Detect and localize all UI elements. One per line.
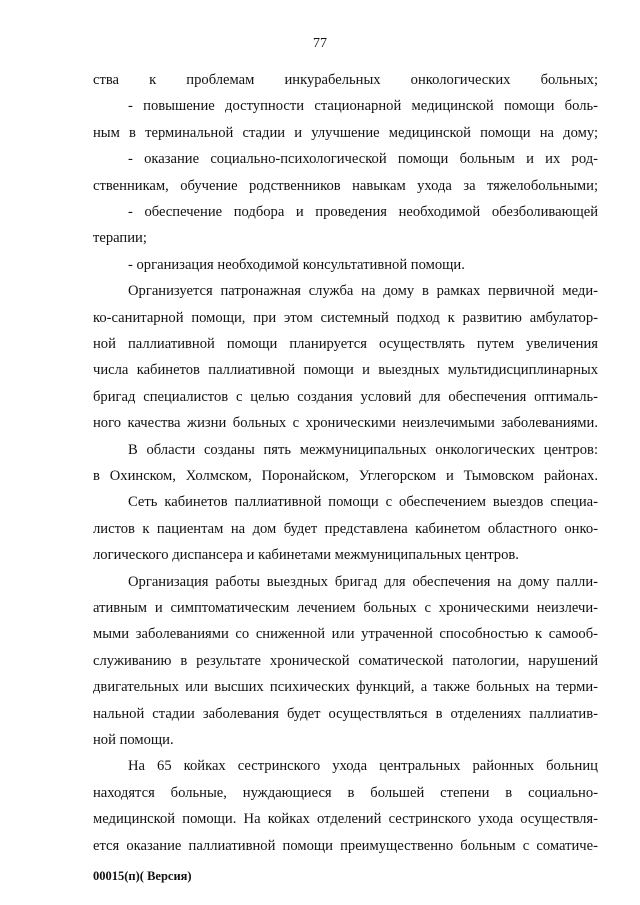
text-line: двигательных или высших психических функций, а также больных на терми- xyxy=(93,679,598,696)
text-line: терапии; xyxy=(93,230,147,247)
text-line: ативным и симптоматическим лечением больных с хроническими неизлечи- xyxy=(93,600,598,616)
text-line: ко-санитарной помощи, при этом системный подход к развитию амбулатор- xyxy=(93,309,598,326)
text-line: листов к пациентам на дом будет представлена кабинетом областного онко- xyxy=(93,520,598,537)
text-line: ной паллиативной помощи планируется осуществлять путем увеличения xyxy=(93,336,598,352)
footer-version: 00015(п)( Версия) xyxy=(93,869,192,883)
text-line: - организация необходимой консультативной помощи. xyxy=(128,256,465,273)
text-line: в Охинском, Холмском, Поронайском, Углегорском и Тымовском районах. xyxy=(93,468,598,484)
text-line: ной помощи. xyxy=(93,732,174,748)
text-line: ственникам, обучение родственников навыкам ухода за тяжелобольными; xyxy=(93,177,598,194)
text-line: бригад специалистов с целью создания условий для обеспечения оптималь- xyxy=(93,388,598,405)
text-line: В области созданы пять межмуниципальных онкологических центров: xyxy=(128,441,598,458)
text-line: нальной стадии заболевания будет осуществляться в отделениях паллиатив- xyxy=(93,705,598,722)
text-line: - обеспечение подбора и проведения необходимой обезболивающей xyxy=(128,204,598,220)
text-line: ется оказание паллиативной помощи преимущественно больным с соматиче- xyxy=(93,837,598,854)
text-line: Сеть кабинетов паллиативной помощи с обеспечением выездов специа- xyxy=(128,494,598,511)
text-line: Организация работы выездных бригад для обеспечения на дому палли- xyxy=(128,573,598,590)
text-line: ным в терминальной стадии и улучшение медицинской помощи на дому; xyxy=(93,124,598,141)
text-line: мыми заболеваниями со сниженной или утраченной способностью к самооб- xyxy=(93,626,598,643)
text-line: ства к проблемам инкурабельных онкологических больных; xyxy=(93,72,598,88)
text-line: логического диспансера и кабинетами межмуниципальных центров. xyxy=(93,547,519,564)
text-line: На 65 койках сестринского ухода центральных районных больниц xyxy=(128,758,598,775)
text-line: медицинской помощи. На койках отделений сестринского ухода осуществля- xyxy=(93,811,598,828)
text-line: находятся больные, нуждающиеся в большей степени в социально- xyxy=(93,784,598,801)
text-line: Организуется патронажная служба на дому в рамках первичной меди- xyxy=(128,283,598,300)
text-line: - повышение доступности стационарной медицинской помощи боль- xyxy=(128,98,598,115)
text-line: служиванию в результате хронической соматической патологии, нарушений xyxy=(93,652,598,669)
text-line: - оказание социально-психологической помощи больным и их род- xyxy=(128,151,598,168)
text-line: ного качества жизни больных с хроническими неизлечимыми заболеваниями. xyxy=(93,415,598,432)
page-number: 77 xyxy=(313,36,327,51)
text-line: числа кабинетов паллиативной помощи и выездных мультидисциплинарных xyxy=(93,362,598,379)
